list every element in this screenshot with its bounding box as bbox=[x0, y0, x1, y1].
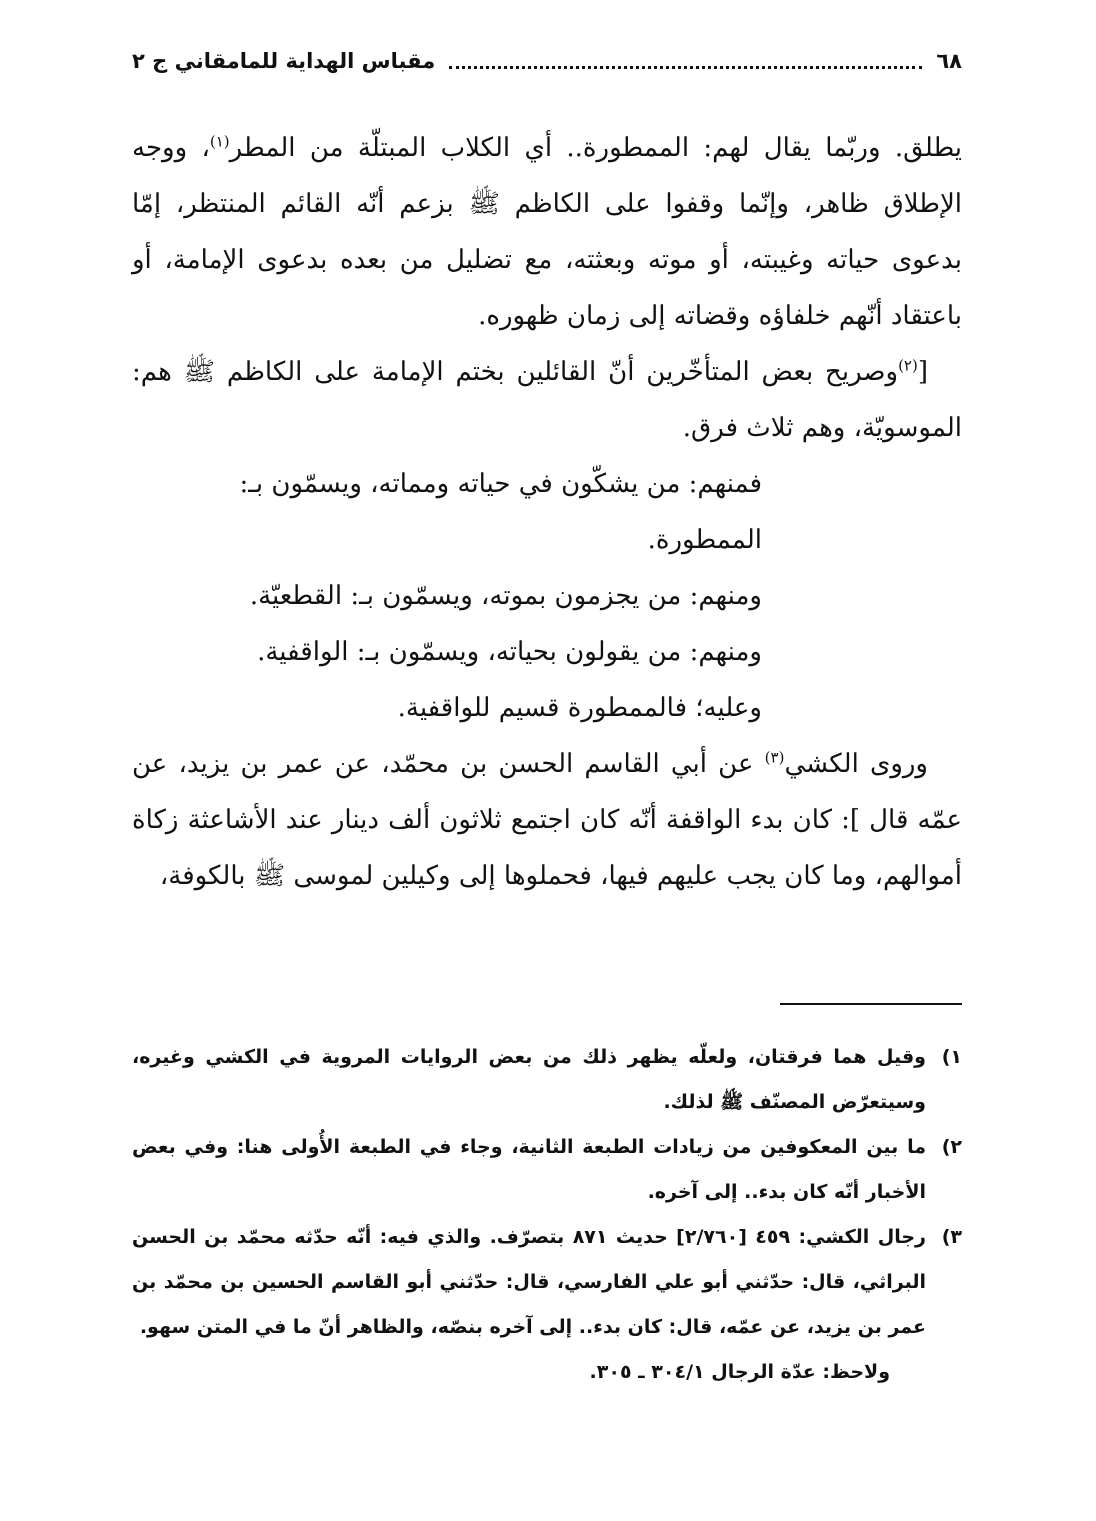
page-number: ٦٨ bbox=[936, 49, 962, 73]
footnote-separator bbox=[780, 1003, 962, 1005]
footnote-ref-1: (١) bbox=[209, 132, 230, 151]
footnote-number: ٣) bbox=[941, 1226, 962, 1248]
footnote-number: ١) bbox=[941, 1046, 962, 1068]
paragraph-3 bbox=[132, 736, 962, 904]
paragraph-1 bbox=[132, 120, 962, 344]
footnote-3 bbox=[132, 1215, 962, 1350]
footnote-1 bbox=[132, 1035, 962, 1125]
paragraph-1-rest: ، ووجه الإطلاق ظاهر، وإنّما وقفوا على الكاظم ﷺ بزعم أنّه القائم المنتظر، إمّا بدعوى حياته وغيبته، أو موته وبعثته، مع تضليل من بعده بدعوى الإمامة، أو باعتقاد أنّهم خلفاؤه وقضاته إلى زمان ظهوره. bbox=[132, 133, 962, 331]
footnote-ref-3: (٣) bbox=[764, 748, 785, 767]
header-dotted-leader bbox=[449, 66, 922, 69]
sect-item-3: ومنهم: من يقولون بحياته، ويسمّون بـ: الواقفية. bbox=[257, 637, 762, 667]
sect-item-4: وعليه؛ فالممطورة قسيم للواقفية. bbox=[397, 693, 762, 723]
sect-item-1: فمنهم: من يشكّون في حياته ومماته، ويسمّون بـ: الممطورة. bbox=[239, 469, 762, 555]
sect-item-2: ومنهم: من يجزمون بموته، ويسمّون بـ: القطعيّة. bbox=[249, 581, 762, 611]
paragraph-2 bbox=[132, 344, 962, 456]
paragraph-3-start: وروى الكشي bbox=[784, 749, 928, 779]
paragraph-3-rest: عن أبي القاسم الحسن بن محمّد، عن عمر بن يزيد، عن عمّه قال ]: كان بدء الواقفة أنّه كان اجتمع ثلاثون ألف دينار عند الأشاعثة زكاة أموالهم، وما كان يجب عليهم فيها، فحملوها إلى وكيلين لموسى ﷺ بالكوفة، bbox=[132, 749, 962, 891]
footnote-text: ما بين المعكوفين من زيادات الطبعة الثانية، وجاء في الطبعة الأُولى هنا: وفي بعض الأخبار أنّه كان بدء.. إلى آخره. bbox=[132, 1136, 926, 1203]
paragraph-2-text: وصريح بعض المتأخّرين أنّ القائلين بختم الإمامة على الكاظم ﷺ هم: الموسويّة، وهم ثلاث فرق. bbox=[132, 357, 962, 443]
bracket-open: [ bbox=[917, 357, 928, 387]
page-header bbox=[132, 40, 962, 82]
footnote-number: ٢) bbox=[941, 1136, 962, 1158]
footnote-3-addendum: ولاحظ: عدّة الرجال ٣٠٤/١ ـ ٣٠٥. bbox=[589, 1361, 890, 1383]
running-title: مقباس الهداية للمامقاني ج ٢ bbox=[132, 49, 436, 73]
footnotes bbox=[132, 1035, 962, 1395]
footnote-ref-2: (٢) bbox=[898, 356, 918, 375]
footnote-text: رجال الكشي: ٤٥٩ [٢/٧٦٠] حديث ٨٧١ بتصرّف. والذي فيه: أنّه حدّثه محمّد بن الحسن البراثي، قال: حدّثني أبو علي الفارسي، قال: حدّثني أبو القاسم الحسين بن محمّد بن عمر بن يزيد، عن عمّه، قال: كان بدء.. إلى آخره بنصّه، والظاهر أنّ ما في المتن سهو. bbox=[132, 1226, 926, 1338]
footnote-text: وقيل هما فرقتان، ولعلّه يظهر ذلك من بعض الروايات المروية في الكشي وغيره، وسيتعرّض المصنّف ﷺ لذلك. bbox=[132, 1046, 926, 1113]
main-text bbox=[132, 120, 962, 904]
paragraph-1-start: يطلق. وربّما يقال لهم: الممطورة.. أي الكلاب المبتلّة من المطر bbox=[229, 133, 963, 163]
footnote-2 bbox=[132, 1125, 962, 1215]
